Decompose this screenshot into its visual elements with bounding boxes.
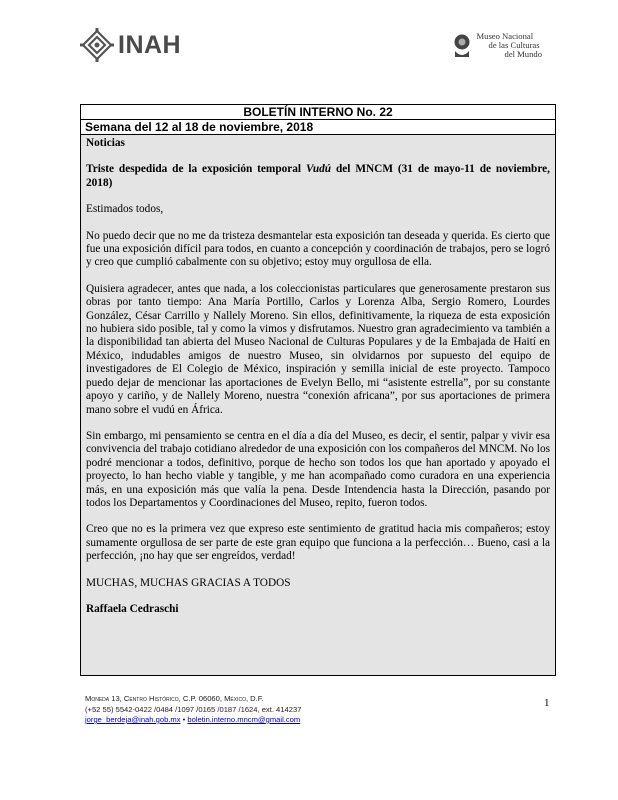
bulletin-body (81, 135, 555, 675)
museo-line-2: de las Culturas (488, 40, 540, 50)
inah-emblem-icon (80, 28, 114, 62)
footer-address: Moneda 13, Centro Histórico, C.P. 06060, México, D.F. (85, 694, 264, 703)
closing-line: MUCHAS, MUCHAS GRACIAS A TODOS (86, 576, 291, 589)
museo-wordmark (477, 32, 542, 59)
inah-logo (80, 28, 181, 62)
museo-line-1: Museo Nacional (476, 31, 534, 41)
bulletin-week: Semana del 12 al 18 de noviembre, 2018 (81, 120, 555, 135)
headline-part-2: del MNCM (31 de mayo-11 de noviembre, 2018) (86, 163, 550, 189)
footer-phones: (+52 55) 5542-0422 /0484 /1097 /0165 /0187 /1624, ext. 414237 (85, 704, 302, 714)
headline-italic: Vudú (305, 163, 332, 176)
headline-part-1: Triste despedida de la exposición temporal (86, 163, 306, 176)
page-header (80, 28, 542, 72)
bulletin-box (80, 104, 556, 676)
museo-emblem-icon (451, 33, 473, 59)
museo-line-3: del Mundo (504, 49, 542, 59)
museo-logo (451, 32, 542, 59)
paragraph-3: Sin embargo, mi pensamiento se centra en el día a día del Museo, es decir, el sentir, palpar y vivir esa convivencia del trabajo cotidiano alrededor de una exposición con los compañeros del MNCM. No los podré mencionar a todos, definitivo, porque de hecho son todos los que han aportado y apoyado el proyecto, lo han hecho viable y tangible, y me han acompañado como curadora en una experiencia más, en una exposición más que valía la pena. Desde Intendencia hasta la Dirección, pasando por todos los Departamentos y Coordinaciones del Museo, repito, fueron todos. (86, 429, 550, 509)
article-headline (86, 163, 550, 190)
greeting: Estimados todos, (86, 203, 164, 216)
paragraph-4: Creo que no es la primera vez que expreso este sentimiento de gratitud hacia mis compañeros; estoy sumamente orgullosa de ser parte de este gran equipo que funciona a la perfección… Bueno, casi a la perfección, ¡no hay que ser engreídos, verdad! (86, 523, 550, 563)
page-footer (85, 694, 301, 726)
paragraph-1: No puedo decir que no me da tristeza desmantelar esta exposición tan deseada y querida. Es cierto que fue una exposición difícil para todos, en cuanto a concepción y coordinación de trabajos, pero se logró y creo que cumplió cabalmente con su objetivo; estoy muy orgullosa de ella. (86, 229, 550, 269)
email-link-2[interactable]: boletin.interno.mncm@gmail.com (187, 715, 301, 724)
email-link-1[interactable]: jorge_berdeja@inah.gob.mx (85, 715, 181, 724)
page-number: 1 (544, 697, 550, 709)
inah-wordmark: INAH (118, 30, 182, 59)
signature: Raffaela Cedraschi (86, 602, 179, 615)
section-title: Noticias (86, 137, 125, 149)
footer-emails (85, 715, 301, 726)
paragraph-2: Quisiera agradecer, antes que nada, a los coleccionistas particulares que generosamente prestaron sus obras por tanto tiempo: Ana María Portillo, Carlos y Lorenza Alba, Sergio Romero, Lourdes González, César Carrillo y Nallely Moreno. Sin ellos, definitivamente, la riqueza de esta exposición no hubiera sido posible, tal y como la vimos y disfrutamos. Nuestro gran agradecimiento va también a la disponibilidad tan abierta del Museo Nacional de Culturas Populares y de la Embajada de Haití en México, indudables amigos de nuestro Museo, sin olvidarnos por supuesto del equipo de investigadores de El Colegio de México, inspiración y semilla inicial de este proyecto. Tampoco puedo dejar de mencionar las aportaciones de Evelyn Bello, mi “asistente estrella”, por su constante apoyo y cariño, y de Nallely Moreno, nuestra “conexión africana”, por sus aportaciones de primera mano sobre el vudú en África. (86, 282, 550, 416)
bulletin-title: BOLETÍN INTERNO No. 22 (81, 105, 555, 120)
email-separator: • (180, 715, 188, 724)
